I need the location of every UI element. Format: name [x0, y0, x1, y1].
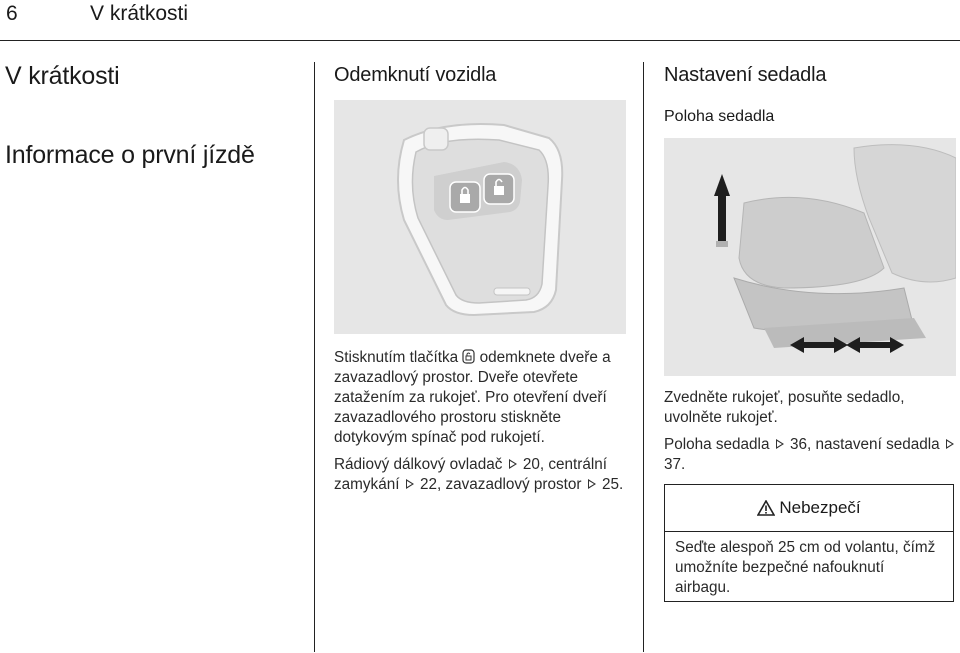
header-rule [0, 40, 960, 41]
page-ref-icon [588, 479, 596, 489]
central-locking-ref: 20, centrální zamykání [334, 456, 608, 493]
seat-subheading: Poloha sedadla [664, 108, 775, 125]
luggage-ref: 22, zavazadlový prostor [419, 476, 582, 493]
key-illustration [334, 100, 626, 334]
seat-illustration [664, 138, 956, 376]
seat-adjust-icon [664, 138, 956, 376]
remote-ref-label: Rádiový dálkový ovladač [334, 456, 503, 473]
chapter-title: V krátkosti [5, 62, 120, 90]
unlock-button-icon [462, 349, 475, 364]
page-ref-icon [946, 439, 954, 449]
warning-box [664, 484, 954, 602]
seat-adjust-ref: 36, nastavení sedadla [789, 436, 940, 453]
page-ref-icon [509, 459, 517, 469]
unlock-text [334, 348, 626, 502]
unlock-text-part1: Stisknutím tlačítka [334, 349, 459, 366]
seat-adjust-page: 37. [664, 456, 686, 473]
section-title: V krátkosti [90, 2, 189, 25]
column-divider-left [314, 62, 315, 652]
warning-text: Seďte alespoň 25 cm od volantu, čímž umožníte bezpečné nafouknutí airbagu. [675, 539, 936, 596]
luggage-page: 25. [602, 476, 624, 493]
unlock-text-part2: odemknete dveře a zavazadlový prostor. Dveře otevřete zatažením za rukojeť. Pro otevření dveří zavazadlového prostoru stiskněte dotykovým spínač pod rukojetí. [334, 349, 611, 446]
remote-key-icon [334, 100, 626, 334]
section-heading-seat: Nastavení sedadla [664, 64, 827, 86]
seat-instruction: Zvedněte rukojeť, posuňte sedadlo, uvolněte rukojeť. [664, 389, 905, 426]
seat-text [664, 388, 956, 482]
chapter-subtitle: Informace o první jízdě [5, 141, 255, 169]
warning-header [665, 485, 953, 532]
section-heading-unlock: Odemknutí vozidla [334, 64, 497, 86]
page-ref-icon [776, 439, 784, 449]
column-divider-right [643, 62, 644, 652]
page-number: 6 [6, 2, 18, 25]
seat-position-ref: Poloha sedadla [664, 436, 770, 453]
warning-triangle-icon [757, 500, 775, 516]
page-ref-icon [406, 479, 414, 489]
warning-title: Nebezpečí [779, 498, 861, 517]
